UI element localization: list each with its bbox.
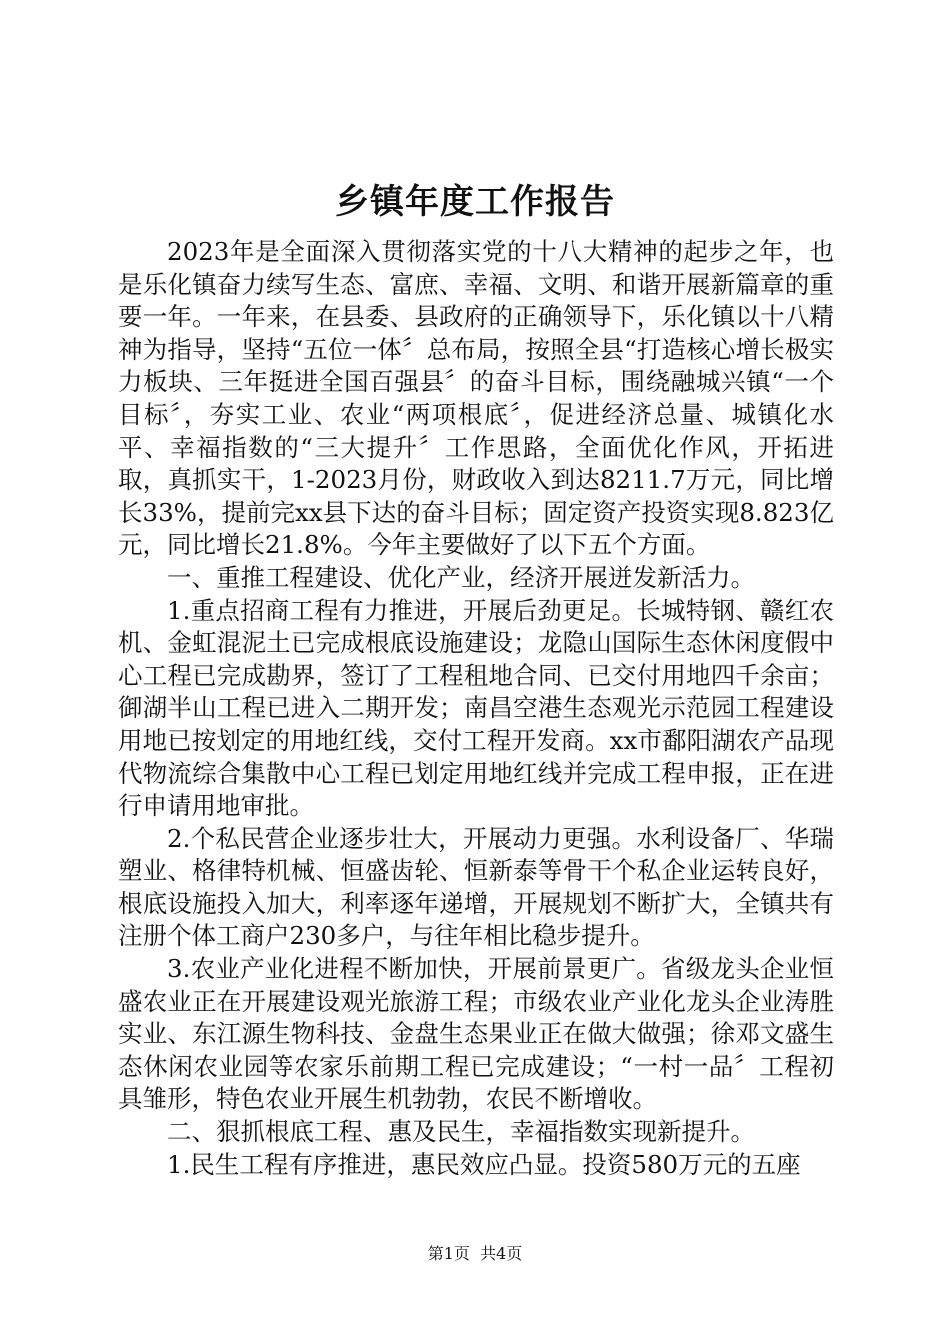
paragraph-1-3: 3.农业产业化进程不断加快，开展前景更广。省级龙头企业恒盛农业正在开展建设观光旅游工程；市级农业产业化龙头企业涛胜实业、东江源生物科技、金盘生态果业正在做大做强；徐邓文盛生态休闲农业园等农家乐前期工程已完成建设；“一村一品〞工程初具雏形，特色农业开展生机勃勃，农民不断增收。: [118, 954, 834, 1114]
page-number: 第1页: [427, 1244, 470, 1263]
paragraph-2-1: 1.民生工程有序推进，惠民效应凸显。投资580万元的五座: [167, 1149, 801, 1179]
section-heading-1: 一、重推工程建设、优化产业，经济开展迸发新活力。: [167, 562, 755, 592]
paragraph-1-2: 2.个私民营企业逐步壮大，开展动力更强。水利设备厂、华瑞塑业、格律特机械、恒盛齿轮、恒新泰等骨干个私企业运转良好，根底设施投入加大，利率逐年递增，开展规划不断扩大，全镇共有注册个体工商户230多户，与往年相比稳步提升。: [118, 823, 834, 951]
document-title: 乡镇年度工作报告: [335, 182, 615, 222]
document-body: [118, 236, 834, 1181]
paragraph-1-1: 1.重点招商工程有力推进，开展后劲更足。长城特钢、赣红农机、金虹混泥土已完成根底设施建设；龙隐山国际生态休闲度假中心工程已完成勘界，签订了工程租地合同、已交付用地四千余亩；御湖半山工程已进入二期开发；南昌空港生态观光示范园工程建设用地已按划定的用地红线，交付工程开发商。xx市鄱阳湖农产品现代物流综合集散中心工程已划定用地红线并完成工程申报，正在进行申请用地审批。: [118, 595, 834, 821]
paragraph-intro: 2023年是全面深入贯彻落实党的十八大精神的起步之年，也是乐化镇奋力续写生态、富庶、幸福、文明、和谐开展新篇章的重要一年。一年来，在县委、县政府的正确领导下，乐化镇以十八精神为指导，坚持“五位一体〞总布局，按照全县“打造核心增长极实力板块、三年挺进全国百强县〞的奋斗目标，围绕融城兴镇“一个目标〞，夯实工业、农业“两项根底〞，促进经济总量、城镇化水平、幸福指数的“三大提升〞工作思路，全面优化作风，开拓进取，真抓实干，1-2023月份，财政收入到达8211.7万元，同比增长33%，提前完xx县下达的奋斗目标；固定资产投资实现8.823亿元，同比增长21.8%。今年主要做好了以下五个方面。: [118, 237, 834, 560]
page-total: 共4页: [480, 1244, 523, 1263]
section-heading-2: 二、狠抓根底工程、惠及民生，幸福指数实现新提升。: [167, 1117, 755, 1147]
page-footer: [0, 1243, 950, 1265]
